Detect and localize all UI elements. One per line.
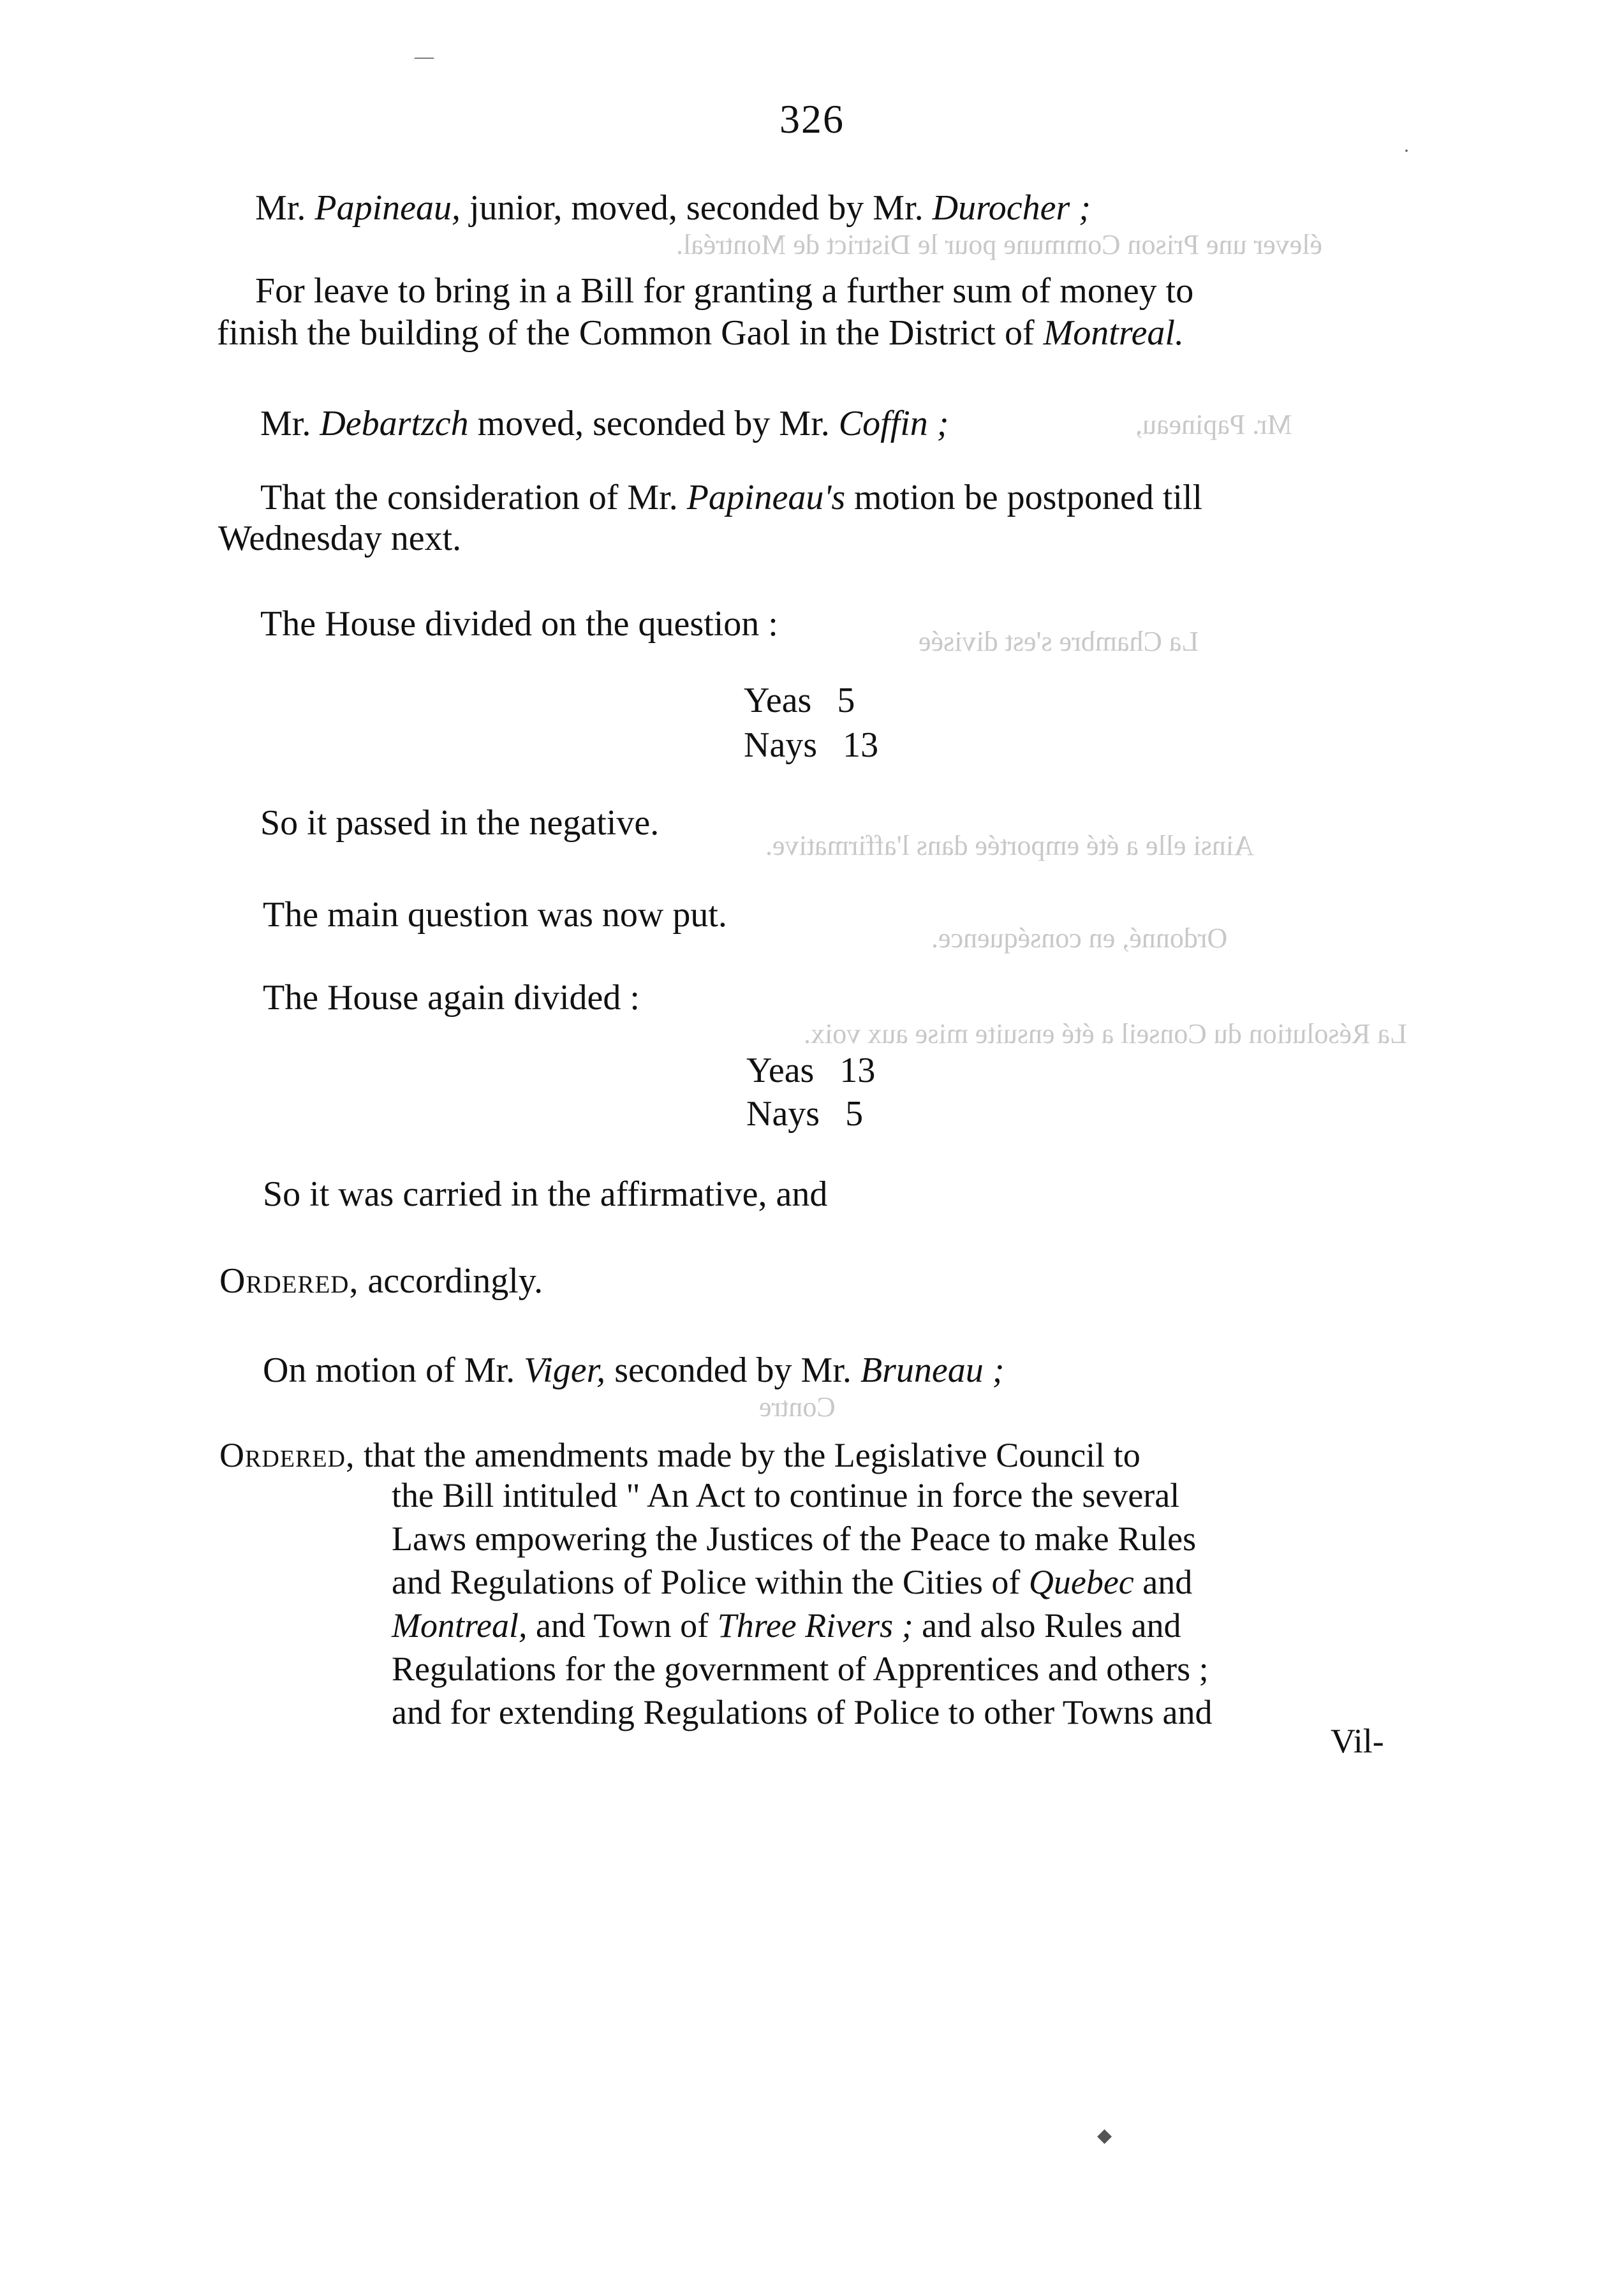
order-line: Ordered, accordingly.: [219, 1261, 543, 1301]
print-speck: ·: [1403, 140, 1410, 161]
motion-text-line: That the consideration of Mr. Papineau's motion be postponed till: [260, 478, 1203, 517]
result-line: So it passed in the negative.: [260, 803, 660, 843]
vote-yeas: Yeas 13: [746, 1051, 876, 1090]
motion-text-line: For leave to bring in a Bill for granting a further sum of money to: [255, 271, 1194, 311]
bleed-through-text: La Chambre s'est divisée: [919, 626, 1199, 657]
motion-line: Mr. Papineau, junior, moved, seconded by Mr. Durocher ;: [255, 188, 1091, 228]
bleed-through-text: élever une Prison Commune pour le District de Montréal.: [676, 229, 1322, 260]
motion-line: On motion of Mr. Viger, seconded by Mr. Bruneau ;: [263, 1351, 1005, 1390]
order-line: Ordered, that the amendments made by the Legislative Council to: [219, 1436, 1140, 1474]
motion-line: Mr. Debartzch moved, seconded by Mr. Coffin ;: [260, 404, 949, 443]
motion-text-line: Wednesday next.: [218, 519, 462, 558]
bleed-through-text: Ainsi elle a été emportée dans l'affirmative.: [765, 830, 1254, 861]
order-text-block: the Bill intituled " An Act to continue in force the several Laws empowering the Justices of the Peace to make Rules and Regulations of Police within the Cities of Quebec and Montreal, and Town of Three Rivers ; and also Rules and Regulations for the government of Apprentices and others ; and for extending Regulations of Police to other Towns and: [392, 1476, 1213, 1731]
bleed-through-text: Mr. Papineau,: [1135, 409, 1292, 440]
bleed-through-text: La Résolution du Conseil a été ensuite mise aux voix.: [804, 1018, 1407, 1049]
catchword: Vil-: [1331, 1722, 1384, 1760]
division-line: The House again divided :: [263, 978, 640, 1018]
division-line: The House divided on the question :: [260, 604, 778, 644]
vote-yeas: Yeas 5: [744, 681, 855, 720]
vote-nays: Nays 5: [746, 1094, 864, 1134]
bleed-through-text: Contre: [759, 1391, 836, 1423]
result-line: So it was carried in the affirmative, and: [263, 1174, 828, 1214]
print-speck: —: [415, 46, 434, 67]
bleed-through-text: Ordonné, en conséquence.: [931, 922, 1228, 954]
motion-text-line: finish the building of the Common Gaol in the District of Montreal.: [217, 313, 1184, 353]
main-question-line: The main question was now put.: [263, 895, 727, 935]
print-speck: ◆: [1097, 2125, 1112, 2146]
page-number: 326: [779, 96, 845, 142]
vote-nays: Nays 13: [744, 725, 879, 765]
